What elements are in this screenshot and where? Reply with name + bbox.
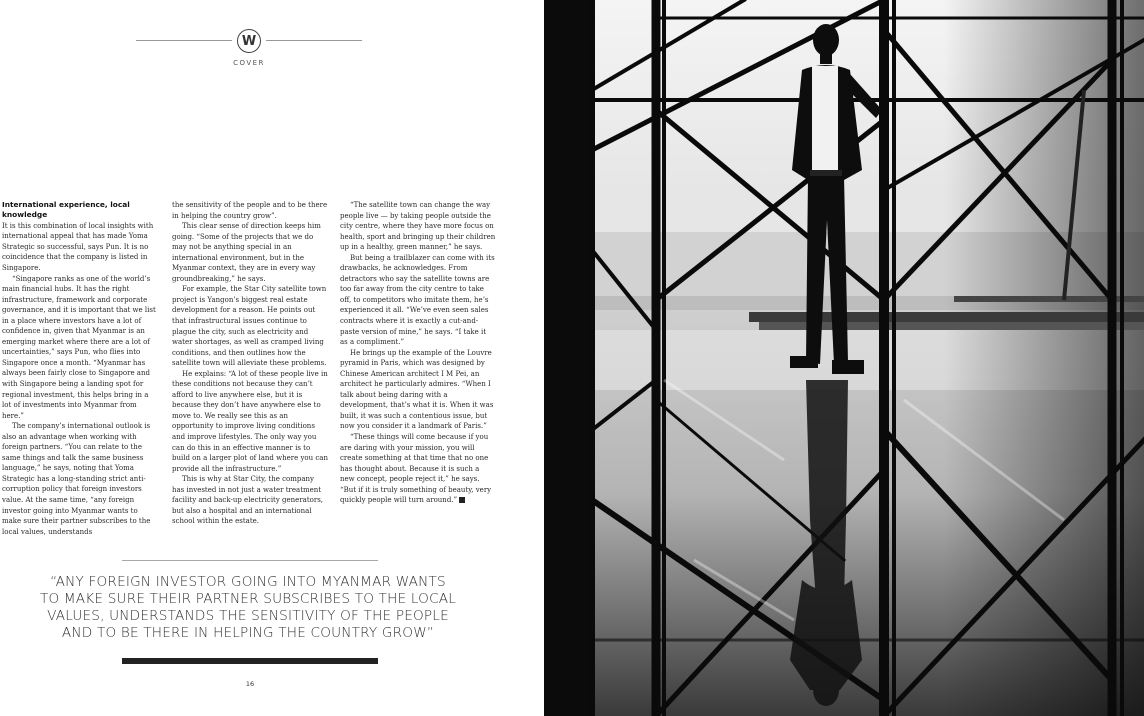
magazine-logo [237,29,261,53]
pullquote-line: VALUES, UNDERSTANDS THE SENSITIVITY OF THE PEOPLE [47,608,449,624]
page-number: 16 [245,680,255,688]
logo-letter: W [241,33,257,49]
pullquote-line: TO MAKE SURE THEIR PARTNER SUBSCRIBES TO THE LOCAL [39,591,457,607]
paragraph-text: “These things will come because if you are daring with your mission, you will create something at that time that no one has thought about. Because it is such a new concept, people reject it,” he says. “But if it is truly something of beauty, very quickly people will turn around.” [340,433,492,505]
header-rule-left [136,40,232,41]
article-column-3 [340,200,496,506]
end-mark-icon [459,497,465,503]
pullquote-line: AND TO BE THERE IN HELPING THE COUNTRY GROW” [61,625,435,641]
paragraph: The company’s international outlook is also an advantage when working with foreign partners. “You can relate to the same things and talk the same business language,” he says, noting that Yoma Strategic has a long-standing strict anti-corruption policy that foreign investors value. At the same time, “any foreign investor going into Myanmar wants to make sure their partner subscribes to the local values, understands [2,422,151,536]
paragraph: This is why at Star City, the company has invested in not just a water treatment facility and back-up electricity generators, but also a hospital and an international school within the estate. [172,475,324,526]
pullquote [12,574,484,642]
scaffold-portrait-illustration [544,0,1144,716]
paragraph: It is this combination of local insights with international appeal that has made Yoma Strategic so successful, says Pun. It is no coincidence that the company is listed in Singapore. [2,221,154,272]
pullquote-bar [122,658,378,664]
paragraph: He explains: “A lot of these people live in these conditions not because they can’t afford to live anywhere else, but it is because they don’t have anywhere else to move to. We really see this as an opportunity to improve living conditions and improve lifestyles. The only way you can do this in an effective manner is to build on a larger plot of land where you can provide all the infrastructure.” [172,369,328,473]
article-column-2 [172,200,328,527]
pullquote-rule [122,560,378,561]
paragraph: “Singapore ranks as one of the world’s main financial hubs. It has the right infrastructure, framework and corporate governance, and it is important that we list in a place where investors have a lot of confidence in, given that Myanmar is an emerging market where there are a lot of uncertainties,” says Pun, who flies into Singapore once a month. “Myanmar has always been fairly close to Singapore and with Singapore being a landing spot for regional investment, this helps bring in a lot of investments into Myanmar from here.” [2,274,156,420]
paragraph: But being a trailblazer can come with its drawbacks, he acknowledges. From detractors who say the satellite towns are too far away from the city centre to take off, to competitors who imitate them, he’s experienced it all. “We’ve even seen sales contracts where it is exactly a cut-and-paste version of mine,” he says. “I take it as a compliment.” [340,253,495,347]
paragraph: For example, the Star City satellite town project is Yangon’s biggest real estate development for a reason. He points out that infrastructural issues continue to plague the city, such as electricity and water shortages, as well as cramped living conditions, and then outlines how the satellite town will alleviate these problems. [172,285,327,368]
section-label: COVER [233,59,265,67]
paragraph-final [340,432,496,506]
paragraph: “The satellite town can change the way people live — by taking people outside the city centre, where they have more focus on health, sport and bringing up their children up in a healthy, green manner,” he says. [340,201,496,252]
paragraph: This clear sense of direction keeps him going. “Some of the projects that we do may not be anything special in an international environment, but in the Myanmar context, they are in every way groundbreaking,” he says. [172,222,321,283]
paragraph: the sensitivity of the people and to be there in helping the country grow”. [172,201,328,220]
paragraph: He brings up the example of the Louvre pyramid in Paris, which was designed by Chinese American architect I M Pei, an architect he particularly admires. “When I talk about being daring with a development, that’s what it is. When it was built, it was such a contentious issue, but now you consider it a landmark of Paris.” [340,348,494,431]
header-rule-right [266,40,362,41]
left-page [0,0,544,716]
article-column-1 [2,200,158,537]
cover-photo [544,0,1144,716]
pullquote-line: “ANY FOREIGN INVESTOR GOING INTO MYANMAR WANTS [50,574,446,590]
article-subheading: International experience, local knowledge [2,200,130,220]
